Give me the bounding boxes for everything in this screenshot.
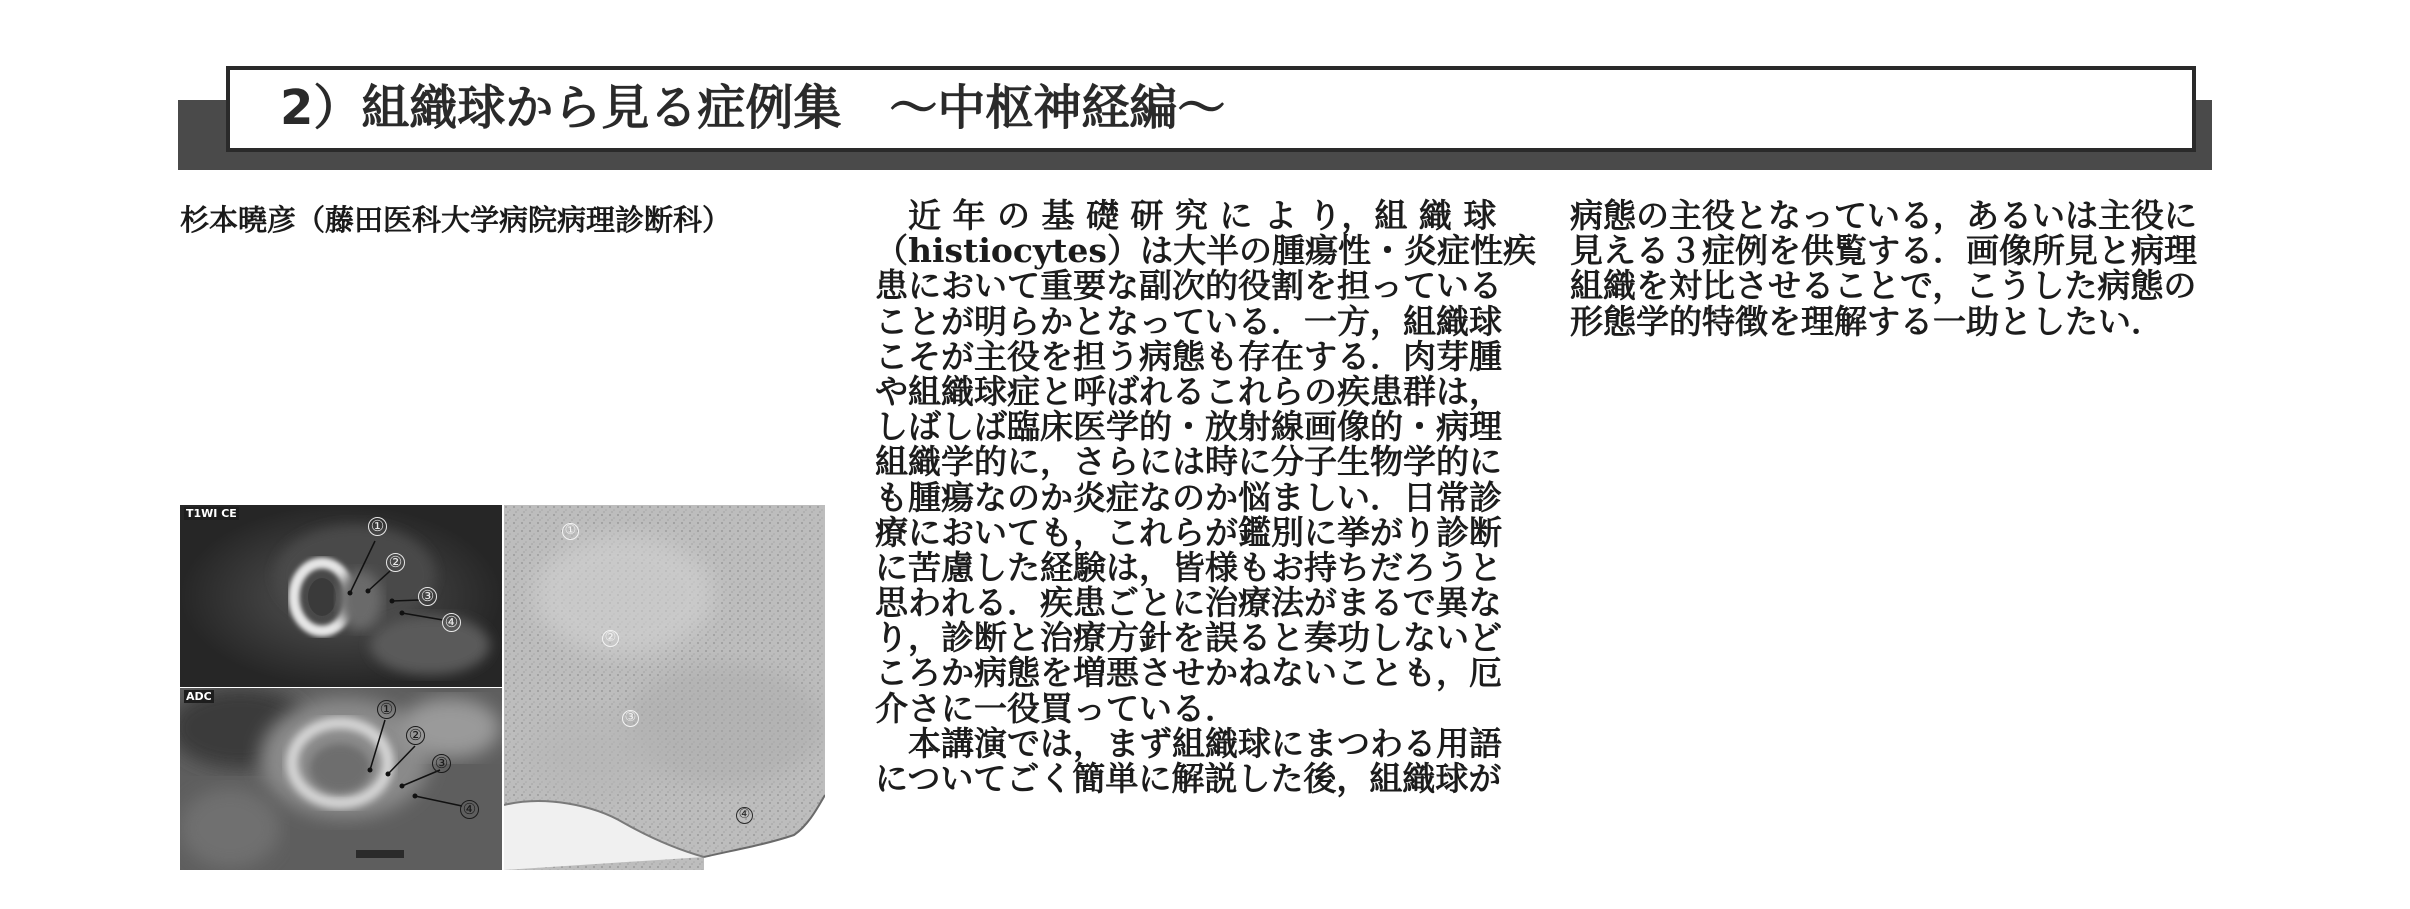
body-line: も腫瘍なのか炎症なのか悩ましい．日常診 xyxy=(875,477,1502,517)
marker-3: ③ xyxy=(622,710,639,727)
body-line: 療においても，これらが鑑別に挙がり診断 xyxy=(875,512,1502,552)
marker-3: ③ xyxy=(432,754,451,773)
marker-4: ④ xyxy=(736,807,753,824)
body-column-middle xyxy=(875,196,1536,798)
section-heading-box xyxy=(226,66,2196,152)
mri-sequence-label: ADC xyxy=(186,690,212,703)
body-line: 形態学的特徴を理解する一助としたい． xyxy=(1570,301,2164,341)
marker-3: ③ xyxy=(418,587,437,606)
author-affiliation: 杉本曉彦（藤田医科大学病院病理診断科） xyxy=(180,203,732,237)
body-line: 組織を対比させることで，こうした病態の xyxy=(1570,266,2197,306)
marker-1: ① xyxy=(562,523,579,540)
histology-image xyxy=(504,505,825,870)
body-line: しばしば臨床医学的・放射線画像的・病理 xyxy=(875,407,1502,447)
body-line: 近 年 の 基 礎 研 究 に よ り，組 織 球 xyxy=(875,196,1497,235)
mri-adc-image xyxy=(180,688,502,870)
marker-4: ④ xyxy=(442,613,461,632)
marker-4: ④ xyxy=(460,800,479,819)
body-line: り，診断と治療方針を誤ると奏功しないど xyxy=(875,618,1502,658)
section-title: 2）組織球から見る症例集 ～中枢神経編～ xyxy=(280,80,1226,136)
body-line: 病態の主役となっている，あるいは主役に xyxy=(1570,196,2197,235)
body-line: ころか病態を増悪させかねないことも，厄 xyxy=(875,653,1502,693)
body-line: に苦慮した経験は，皆様もお持ちだろうと xyxy=(875,547,1502,587)
body-line: こそが主役を担う病態も存在する．肉芽腫 xyxy=(875,336,1502,376)
body-line: 組織学的に，さらには時に分子生物学的に xyxy=(875,442,1502,482)
mri-t1-contrast-image xyxy=(180,505,502,687)
case-figure xyxy=(180,505,825,870)
body-line: や組織球症と呼ばれるこれらの疾患群は， xyxy=(875,371,1502,411)
scale-bar xyxy=(356,850,404,858)
marker-2: ② xyxy=(406,726,425,745)
body-line: 患において重要な副次的役割を担っている xyxy=(875,266,1502,306)
body-line: ことが明らかとなっている．一方，組織球 xyxy=(875,301,1502,341)
marker-2: ② xyxy=(602,630,619,647)
marker-1: ① xyxy=(368,517,387,536)
body-line: 介さに一役買っている． xyxy=(875,688,1238,728)
marker-2: ② xyxy=(386,553,405,572)
mri-sequence-label: T1WI CE xyxy=(186,507,237,520)
body-line: 見える３症例を供覧する．画像所見と病理 xyxy=(1570,231,2197,271)
body-column-right xyxy=(1570,198,2210,339)
body-line: についてごく簡単に解説した後，組織球が xyxy=(875,759,1502,798)
body-line: （histiocytes）は大半の腫瘍性・炎症性疾 xyxy=(875,231,1536,271)
body-line: 本講演では，まず組織球にまつわる用語 xyxy=(875,723,1502,763)
marker-1: ① xyxy=(377,700,396,719)
body-line: 思われる．疾患ごとに治療法がまるで異な xyxy=(875,583,1502,623)
